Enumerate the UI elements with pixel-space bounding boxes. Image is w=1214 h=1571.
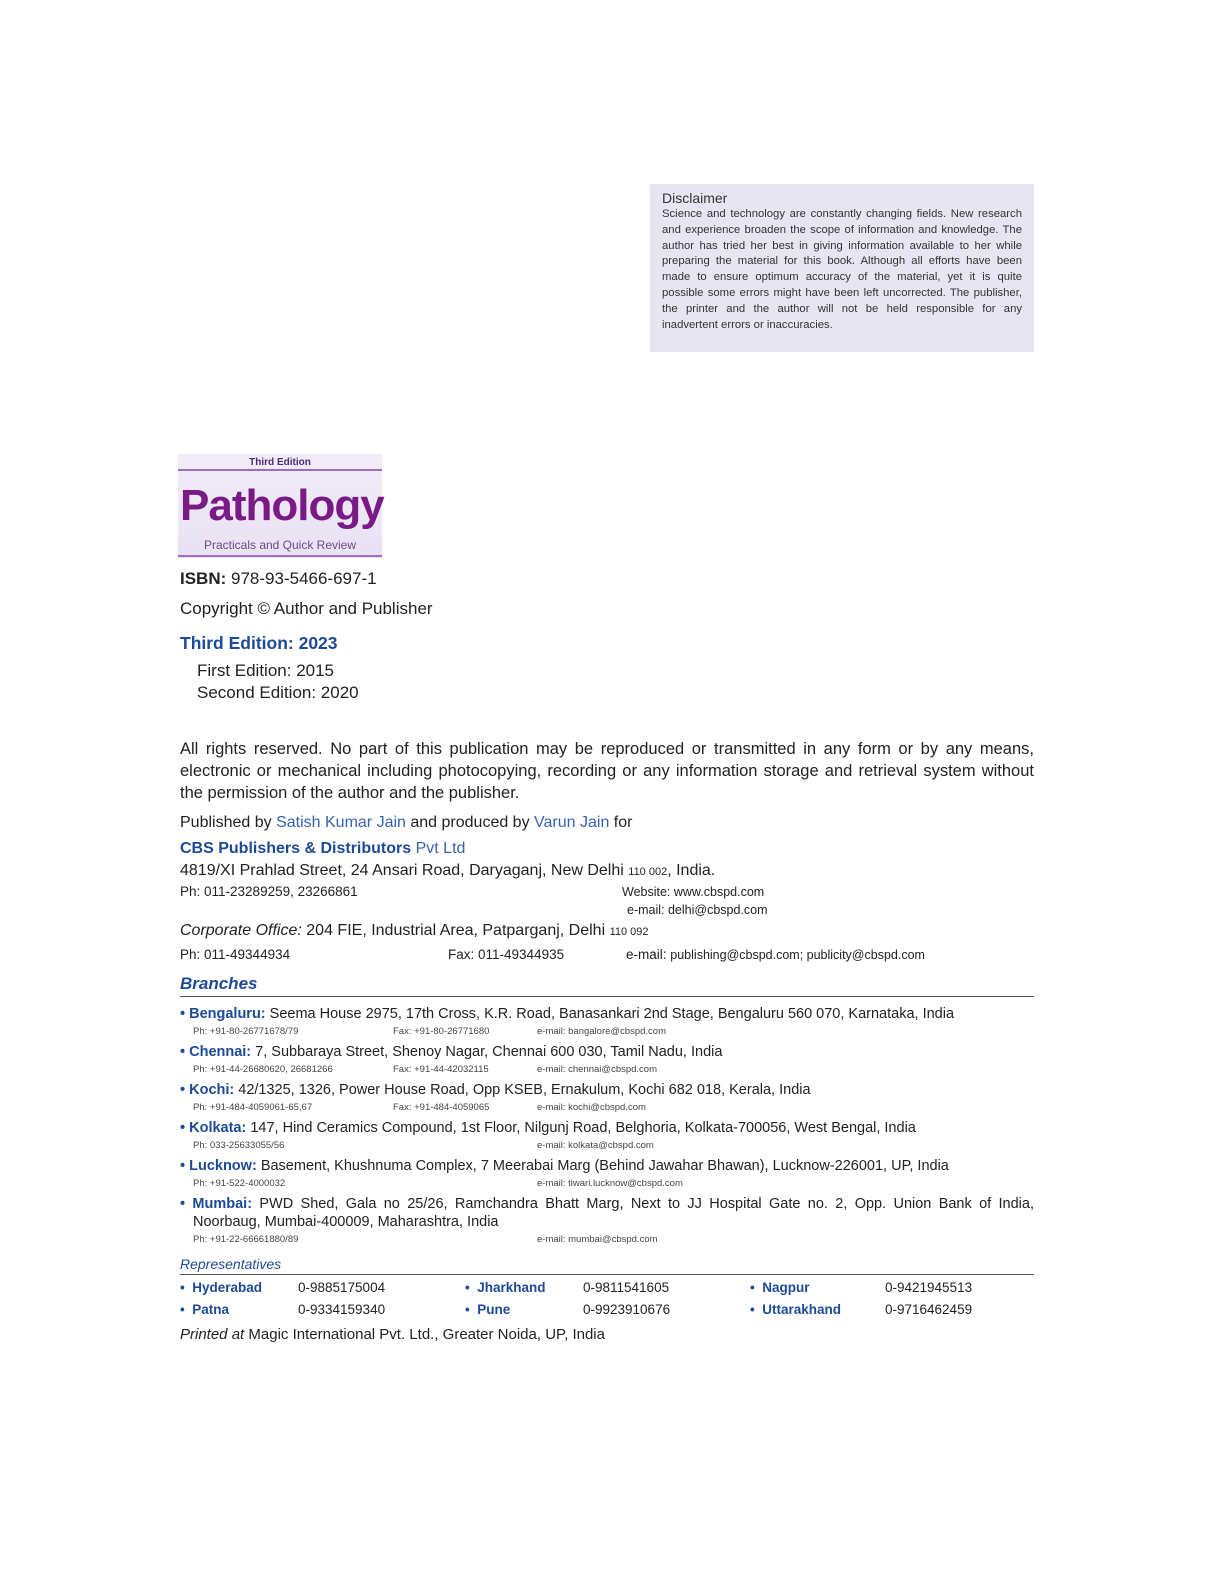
corporate-phone: Ph: 011-49344934 [180,947,291,962]
branch-phone: Ph: +91-522-4000032 [193,1178,286,1189]
current-edition: Third Edition: 2023 [180,633,338,653]
disclaimer-box [650,184,1034,352]
representative-phone: 0-9334159340 [298,1302,386,1317]
representatives-list [180,1277,1034,1321]
branch-email[interactable]: e-mail: kochi@cbspd.com [537,1102,646,1113]
representative-phone: 0-9421945513 [885,1280,973,1295]
branch-fax: Fax: +91-484-4059065 [393,1102,490,1113]
branch-phone: Ph: +91-80-26771678/79 [193,1026,299,1037]
disclaimer-title: Disclaimer [662,190,728,206]
company-email-row [180,901,1034,919]
main-column [180,568,1034,1345]
branch-item [180,1119,1034,1153]
branch-address: Seema House 2975, 17th Cross, K.R. Road, Banasankari 2nd Stage, Bengaluru 560 070, Karnataka, India [269,1006,955,1022]
branch-email[interactable]: e-mail: chennai@cbspd.com [537,1064,658,1075]
bullet: • [180,1196,193,1212]
isbn-value: 978-93-5466-697-1 [231,569,377,588]
branch-address: 147, Hind Ceramics Compound, 1st Floor, Nilgunj Road, Belghoria, Kolkata-700056, West Bengal, India [250,1120,916,1136]
branch-address: 42/1325, 1326, Power House Road, Opp KSEB, Ernakulum, Kochi 682 018, Kerala, India [238,1082,811,1098]
city: Uttarakhand [762,1302,841,1317]
isbn-label: ISBN: [180,569,227,588]
printed-at [180,1325,1034,1345]
representatives-heading: Representatives [180,1255,1034,1275]
corporate-contact-row [180,944,1034,966]
bullet: • [180,1120,190,1136]
branch-item [180,1157,1034,1191]
corporate-fax: Fax: 011-49344935 [448,947,565,962]
book-cover-thumbnail [178,454,382,558]
first-edition: First Edition: 2015 [197,661,335,680]
branch-fax: Fax: +91-44-42032115 [393,1064,489,1075]
company-name [180,838,1034,860]
company-suffix: Pvt Ltd [415,840,466,857]
branch-phone: Ph: +91-484-4059061-65,67 [193,1102,313,1113]
publisher-name: Satish Kumar Jain [276,814,406,831]
representative-city: • Nagpur [750,1280,810,1295]
branch-email[interactable]: e-mail: mumbai@cbspd.com [537,1234,658,1245]
representative-city: • Uttarakhand [750,1302,841,1317]
pin: 110 092 [609,926,649,938]
company-email[interactable]: e-mail: delhi@cbspd.com [627,903,768,917]
branch-city: Kochi: [189,1082,235,1098]
corporate-email[interactable] [626,944,925,966]
branch-city: Lucknow: [189,1158,257,1174]
corporate-office [180,919,1034,944]
branch-address: PWD Shed, Gala no 25/26, Ramchandra Bhatt Marg, Next to JJ Hospital Gate no. 2, Opp. Union Bank of India, Noorbaug, Mumbai-400009, Maharashtra, India [193,1196,1034,1230]
branches-heading: Branches [180,972,1034,997]
branch-item [180,1043,1034,1077]
company-address [180,860,1034,883]
representative-phone: 0-9923910676 [583,1302,671,1317]
email[interactable]: publishing@cbspd.com; publicity@cbspd.com [670,948,925,962]
label: e-mail: [626,947,667,962]
cover-title: Pathology [180,481,384,530]
branch-address: Basement, Khushnuma Complex, 7 Meerabai Marg (Behind Jawahar Bhawan), Lucknow-226001, UP, India [260,1158,949,1174]
rights-statement: All rights reserved. No part of this publication may be reproduced or transmitted in any form or by any means, electronic or mechanical including photocopying, recording or any information storage and retrieval system without the permission of the author and the publisher. [180,740,1034,802]
representative-city: • Hyderabad [180,1280,263,1295]
city: Hyderabad [192,1280,263,1295]
branch-phone: Ph: +91-22-66661880/89 [193,1234,299,1245]
branch-fax: Fax: +91-80-26771680 [393,1026,490,1037]
branch-fax [393,1139,537,1153]
bullet: • [180,1044,190,1060]
cover-subtitle: Practicals and Quick Review [203,538,357,552]
representative-phone: 0-9811541605 [583,1280,670,1295]
city: Patna [192,1302,229,1317]
city: Pune [477,1302,511,1317]
address: 4819/XI Prahlad Street, 24 Ansari Road, Daryaganj, New Delhi [180,862,624,879]
company-website[interactable]: Website: www.cbspd.com [622,885,765,899]
isbn [180,568,1034,590]
bullet: • [180,1158,190,1174]
branch-city: Kolkata: [189,1120,247,1136]
published-by [180,812,1034,834]
copyright: Copyright © Author and Publisher [180,599,433,618]
branch-address: 7, Subbaraya Street, Shenoy Nagar, Chennai 600 030, Tamil Nadu, India [255,1044,723,1060]
label: Printed at [180,1326,245,1343]
branch-city: Bengaluru: [189,1006,266,1022]
branch-email[interactable]: e-mail: bangalore@cbspd.com [537,1026,666,1037]
representative-city: • Patna [180,1302,229,1317]
branch-item [180,1195,1034,1247]
producer-name: Varun Jain [534,814,610,831]
address: 204 FIE, Industrial Area, Patparganj, Delhi [306,922,606,939]
company-phone: Ph: 011-23289259, 23266861 [180,884,358,899]
cover-edition: Third Edition [249,457,311,468]
country: , India. [667,862,716,879]
city: Jharkhand [477,1280,546,1295]
company-contact-row [180,883,1034,901]
branch-fax [393,1177,537,1191]
representative-city: • Pune [465,1302,511,1317]
label: Corporate Office: [180,922,302,939]
branches-list [180,1005,1034,1247]
branch-item [180,1005,1034,1039]
representative-phone: 0-9716462459 [885,1302,973,1317]
branch-city: Chennai: [189,1044,252,1060]
representative-city: • Jharkhand [465,1280,546,1295]
disclaimer-text: Science and technology are constantly changing fields. New research and experience broaden the scope of information and knowledge. The author has tried her best in giving information available to her while preparing the material for this book. Although all efforts have been made to ensure optimum accuracy of the material, yet it is quite possible some errors might have been left uncorrected. The publisher, the printer and the author will not be held responsible for any inadvertent errors or inaccuracies. [662,208,1022,331]
branch-email[interactable]: e-mail: kolkata@cbspd.com [537,1140,654,1151]
text: Published by [180,814,272,831]
branch-city: Mumbai: [192,1196,253,1212]
second-edition: Second Edition: 2020 [197,683,359,702]
branch-fax [393,1233,537,1247]
printer: Magic International Pvt. Ltd., Greater Noida, UP, India [248,1326,605,1343]
company-name-main: CBS Publishers & Distributors [180,840,412,857]
representative-phone: 0-9885175004 [298,1280,386,1295]
bullet: • [180,1082,190,1098]
bullet: • [180,1006,190,1022]
text: for [613,814,633,831]
branch-phone: Ph: 033-25633055/56 [193,1140,285,1151]
pin: 110 002 [628,866,668,878]
branch-email[interactable]: e-mail: tiwari.lucknow@cbspd.com [537,1178,683,1189]
branch-phone: Ph: +91-44-26680620, 26681266 [193,1064,333,1075]
text: and produced by [410,814,530,831]
city: Nagpur [762,1280,810,1295]
branch-item [180,1081,1034,1115]
